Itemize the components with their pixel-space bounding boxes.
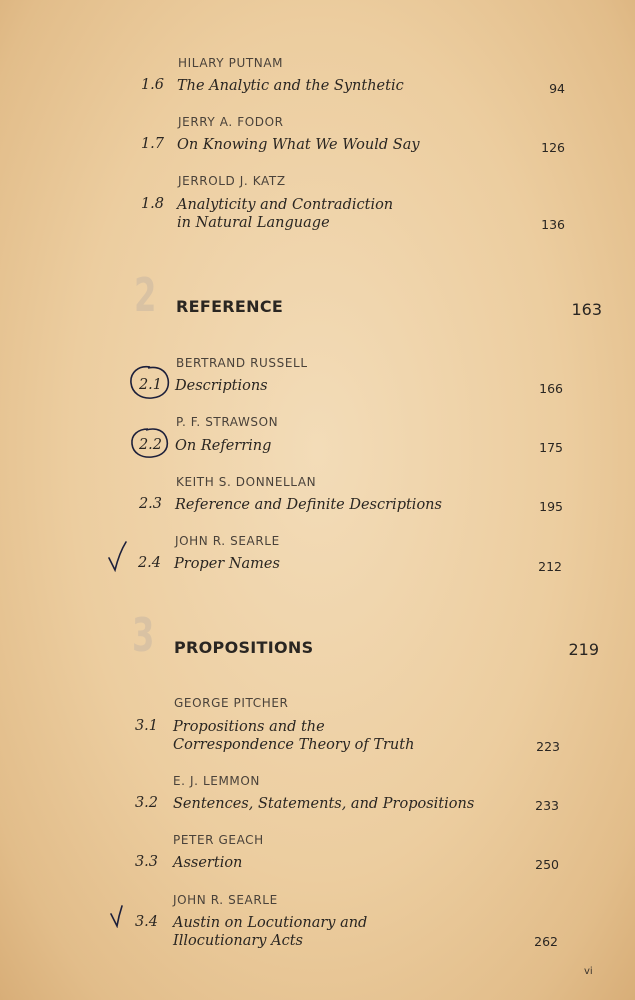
entry-title	[175, 496, 442, 514]
entry-author: JERRY A. FODOR	[178, 115, 284, 129]
entry-number: 1.6	[140, 77, 164, 93]
part-page: 163	[571, 300, 602, 319]
entry-title	[173, 718, 414, 754]
entry-title-line: in Natural Language	[177, 215, 330, 231]
entry-author: E. J. LEMMON	[173, 774, 260, 788]
entry-title-line: Austin on Locutionary and	[173, 915, 368, 931]
entry-page: 175	[539, 440, 563, 455]
entry-author: PETER GEACH	[173, 833, 264, 847]
entry-page: 195	[539, 499, 563, 514]
entry-page: 126	[541, 140, 565, 155]
entry-author: HILARY PUTNAM	[178, 56, 284, 70]
entry-title	[174, 555, 280, 573]
part-title: PROPOSITIONS	[174, 638, 314, 657]
entry-number: 1.7	[140, 136, 164, 152]
entry-page: 136	[541, 217, 565, 232]
entry-number: 1.8	[140, 196, 164, 212]
entry-page: 223	[536, 739, 560, 754]
entry-title	[175, 437, 271, 455]
entry-page: 250	[535, 857, 559, 872]
entry-number: 3.3	[134, 854, 158, 870]
entry-author: KEITH S. DONNELLAN	[176, 475, 317, 489]
entry-title-line: Reference and Definite Descriptions	[175, 497, 442, 513]
entry-title-line: Analyticity and Contradiction	[177, 197, 394, 213]
entry-author: JOHN R. SEARLE	[175, 534, 280, 548]
entry-title	[177, 196, 393, 232]
part-page: 219	[568, 640, 599, 659]
entry-author: JOHN R. SEARLE	[173, 893, 278, 907]
entry-page: 233	[535, 798, 559, 813]
entry-author: BERTRAND RUSSELL	[176, 356, 308, 370]
entry-title-line: Propositions and the	[173, 719, 325, 735]
part-number: 2	[134, 268, 157, 322]
entry-number: 3.4	[134, 914, 158, 930]
part-title: REFERENCE	[176, 297, 284, 316]
entry-title-line: The Analytic and the Synthetic	[177, 78, 404, 94]
entry-title	[173, 854, 242, 872]
folio: vi	[584, 966, 593, 977]
entry-page: 94	[549, 81, 565, 96]
entry-number: 2.1	[138, 377, 162, 393]
entry-title-line: Correspondence Theory of Truth	[173, 737, 415, 753]
entry-page: 262	[534, 934, 558, 949]
entry-title-line: On Knowing What We Would Say	[177, 137, 420, 153]
part-number: 3	[132, 608, 155, 662]
entry-number: 2.2	[138, 437, 162, 453]
entry-number: 2.4	[137, 555, 161, 571]
entry-author: P. F. STRAWSON	[176, 415, 279, 429]
entry-title	[173, 914, 367, 950]
entry-title-line: Illocutionary Acts	[173, 933, 303, 949]
entry-title	[177, 77, 404, 95]
entry-title-line: Proper Names	[174, 556, 280, 572]
entry-page: 166	[539, 381, 563, 396]
entry-title	[173, 795, 474, 813]
entry-title-line: Sentences, Statements, and Propositions	[173, 796, 475, 812]
entry-author: GEORGE PITCHER	[174, 696, 289, 710]
entry-author: JERROLD J. KATZ	[178, 174, 286, 188]
entry-title-line: On Referring	[175, 438, 272, 454]
entry-number: 3.2	[134, 795, 158, 811]
entry-number: 3.1	[134, 718, 158, 734]
entry-number: 2.3	[138, 496, 162, 512]
entry-page: 212	[538, 559, 562, 574]
entry-title-line: Descriptions	[175, 378, 268, 394]
entry-title-line: Assertion	[173, 855, 243, 871]
entry-title	[175, 377, 268, 395]
entry-title	[177, 136, 420, 154]
